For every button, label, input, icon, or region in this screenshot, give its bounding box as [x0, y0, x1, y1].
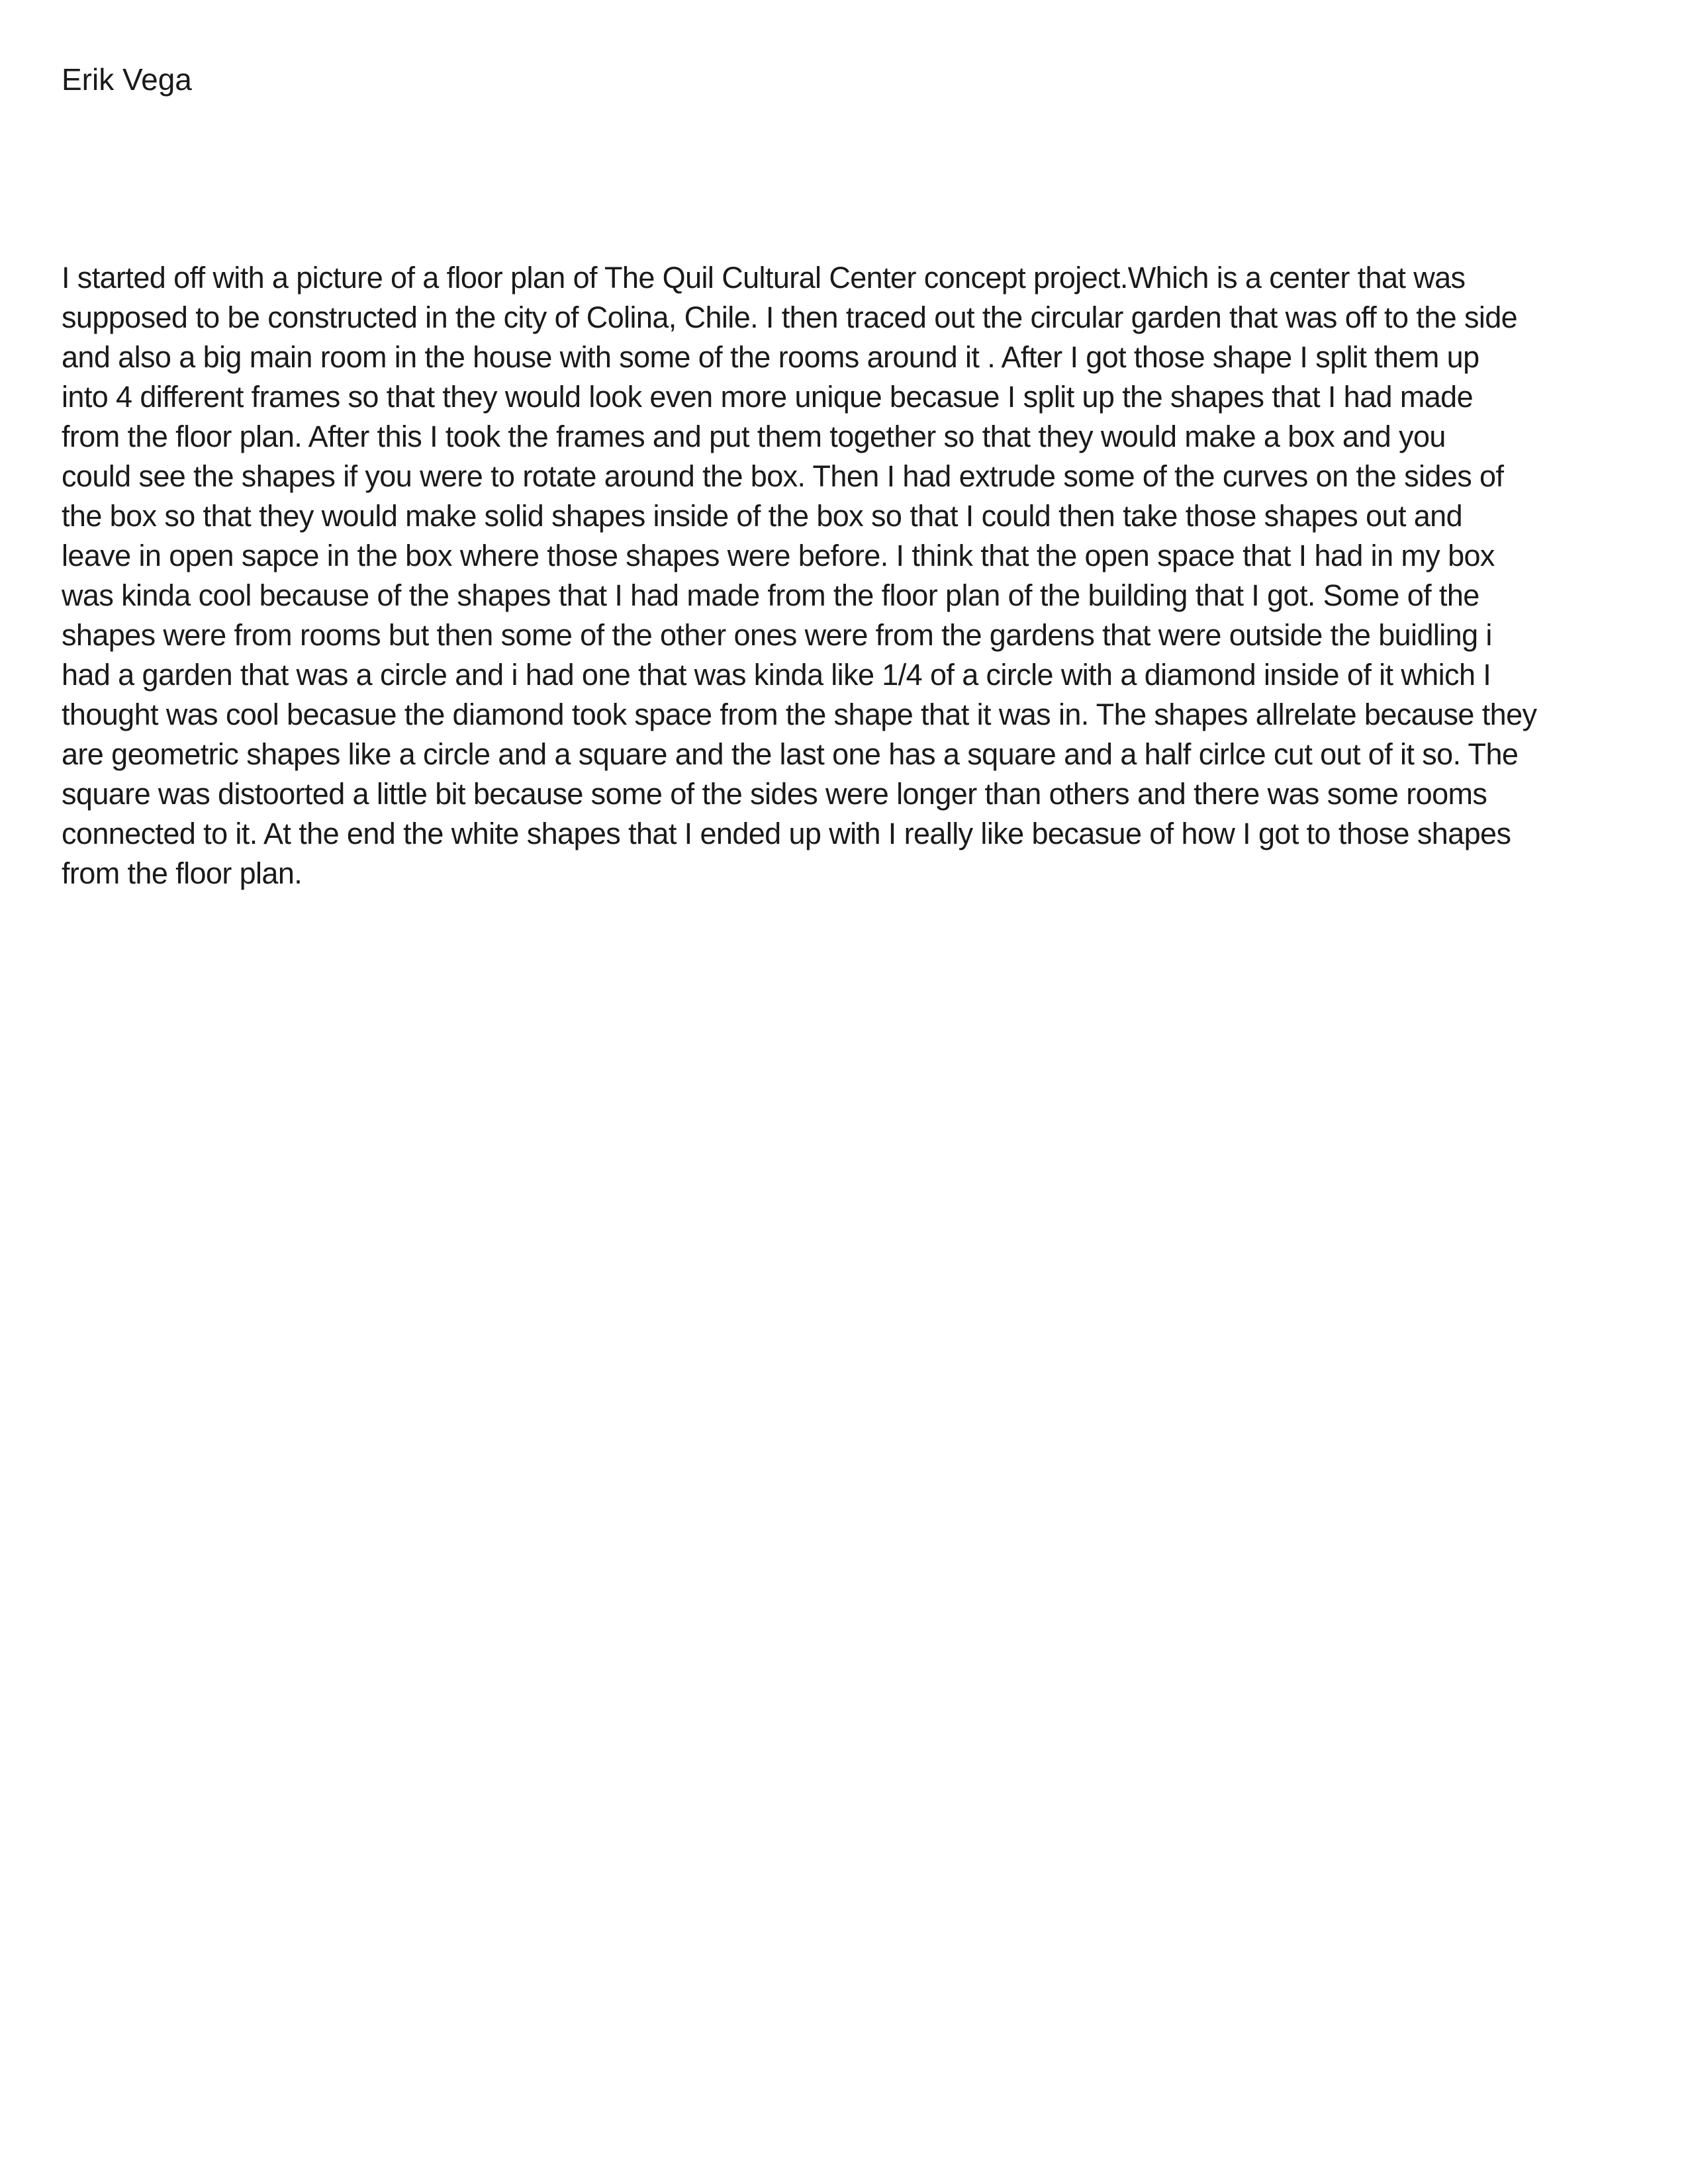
paragraph-line: could see the shapes if you were to rotate around the box. Then I had extrude some of the curves on the sides of [62, 459, 1504, 493]
paragraph-line: from the floor plan. After this I took the frames and put them together so that they would make a box and you [62, 420, 1446, 453]
author-name: Erik Vega [62, 62, 192, 97]
paragraph-line: from the floor plan. [62, 856, 303, 890]
paragraph-line: had a garden that was a circle and i had one that was kinda like 1/4 of a circle with a diamond inside of it which I [62, 658, 1491, 692]
paragraph-line: shapes were from rooms but then some of the other ones were from the gardens that were outside the buidling i [62, 618, 1492, 652]
paragraph-line: supposed to be constructed in the city of Colina, Chile. I then traced out the circular garden that was off to the side [62, 300, 1518, 334]
paragraph-line: was kinda cool because of the shapes that I had made from the floor plan of the building that I got. Some of the [62, 578, 1479, 612]
paragraph-line: I started off with a picture of a floor plan of The Quil Cultural Center concept project.Which is a center that was [62, 261, 1466, 295]
essay-paragraph [62, 258, 1670, 893]
paragraph-line: into 4 different frames so that they would look even more unique becasue I split up the shapes that I had made [62, 380, 1474, 414]
paragraph-line: connected to it. At the end the white shapes that I ended up with I really like becasue of how I got to those shapes [62, 817, 1511, 850]
paragraph-line: the box so that they would make solid shapes inside of the box so that I could then take those shapes out and [62, 499, 1463, 533]
paragraph-line: are geometric shapes like a circle and a square and the last one has a square and a half cirlce cut out of it so. The [62, 737, 1519, 771]
paragraph-line: and also a big main room in the house with some of the rooms around it . After I got those shape I split them up [62, 340, 1479, 374]
paragraph-line: thought was cool becasue the diamond took space from the shape that it was in. The shapes allrelate because they [62, 698, 1537, 731]
paragraph-line: leave in open sapce in the box where those shapes were before. I think that the open space that I had in my box [62, 539, 1495, 572]
paragraph-line: square was distoorted a little bit because some of the sides were longer than others and there was some rooms [62, 777, 1487, 811]
